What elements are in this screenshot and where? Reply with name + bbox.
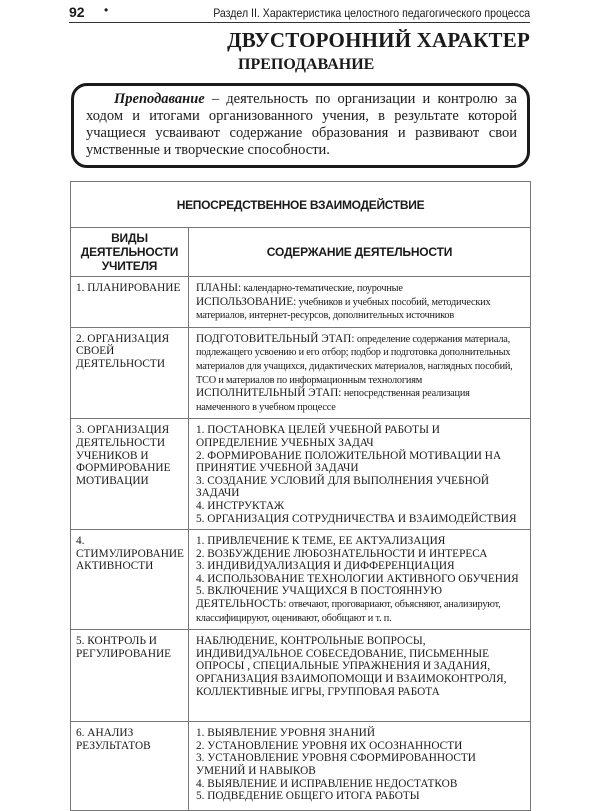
page-number: 92 [69,4,85,20]
activity-cell: 3. ОРГАНИЗАЦИЯ ДЕЯТЕЛЬНОСТИ УЧЕНИКОВ И ФОРМИРОВАНИЕ МОТИВАЦИИ [71,419,189,530]
column-header-activity: ВИДЫ ДЕЯТЕЛЬНОСТИ УЧИТЕЛЯ [71,228,189,277]
content-cell: ПЛАНЫ: календарно-тематические, поурочные ИСПОЛЬЗОВАНИЕ: учебников и учебных пособий, методических материалов, интернет-ресурсов, дополнительных источников [188,277,530,328]
activity-cell: 6. АНАЛИЗ РЕЗУЛЬТАТОВ [71,722,189,811]
table-row [71,327,531,419]
activity-cell: 1. ПЛАНИРОВАНИЕ [71,277,189,328]
table-header-row [71,228,531,277]
sub-title: ПРЕПОДАВАНИЕ [238,56,375,73]
table-row [71,722,531,811]
column-header-content: СОДЕРЖАНИЕ ДЕЯТЕЛЬНОСТИ [188,228,530,277]
definition-term: Преподавание [114,91,205,107]
definition-box [71,83,530,168]
running-head [69,2,530,23]
bullet-separator: • [104,3,109,17]
table-row [71,419,531,530]
content-cell: НАБЛЮДЕНИЕ, КОНТРОЛЬНЫЕ ВОПРОСЫ, ИНДИВИДУАЛЬНОЕ СОБЕСЕДОВАНИЕ, ПИСЬМЕННЫЕ ОПРОСЫ , СПЕЦИАЛЬНЫЕ УПРАЖНЕНИЯ И ЗАДАНИЯ, ОРГАНИЗАЦИЯ ВЗАИМОПОМОЩИ И ВЗАИМОКОНТРОЛЯ, КОЛЛЕКТИВНЫЕ ИГРЫ, ГРУППОВАЯ РАБОТА [188,630,530,722]
activity-cell: 2. ОРГАНИЗАЦИЯ СВОЕЙ ДЕЯТЕЛЬНОСТИ [71,327,189,419]
content-cell: 1. ВЫЯВЛЕНИЕ УРОВНЯ ЗНАНИЙ 2. УСТАНОВЛЕНИЕ УРОВНЯ ИХ ОСОЗНАННОСТИ 3. УСТАНОВЛЕНИЕ УРОВНЯ СФОРМИРОВАННОСТИ УМЕНИЙ И НАВЫКОВ 4. ВЫЯВЛЕНИЕ И ИСПРАВЛЕНИЕ НЕДОСТАТКОВ 5. ПОДВЕДЕНИЕ ОБЩЕГО ИТОГА РАБОТЫ [188,722,530,811]
table-title-row [71,182,531,228]
content-cell: ПОДГОТОВИТЕЛЬНЫЙ ЭТАП: определение содержания материала, подлежащего усвоению и его отбор; подбор и подготовка дополнительных материалов для учащихся, дидактических материалов, наглядных пособий, ТСО и материалов по информационным технологиям ИСПОЛНИТЕЛЬНЫЙ ЭТАП: непосредственная реализация намеченного в учебном процессе [188,327,530,419]
table-row [71,630,531,722]
chapter-title: ДВУСТОРОННИЙ ХАРАКТЕР [227,28,530,52]
table-row [71,530,531,630]
content-cell: 1. ПОСТАНОВКА ЦЕЛЕЙ УЧЕБНОЙ РАБОТЫ И ОПРЕДЕЛЕНИЕ УЧЕБНЫХ ЗАДАЧ 2. ФОРМИРОВАНИЕ ПОЛОЖИТЕЛЬНОЙ МОТИВАЦИИ НА ПРИНЯТИЕ УЧЕБНОЙ ЗАДАЧИ 3. СОЗДАНИЕ УСЛОВИЙ ДЛЯ ВЫПОЛНЕНИЯ УЧЕБНОЙ ЗАДАЧИ 4. ИНСТРУКТАЖ 5. ОРГАНИЗАЦИЯ СОТРУДНИЧЕСТВА И ВЗАИМОДЕЙСТВИЯ [188,419,530,530]
section-title: Раздел II. Характеристика целостного педагогического процесса [213,6,530,20]
content-cell: 1. ПРИВЛЕЧЕНИЕ К ТЕМЕ, ЕЕ АКТУАЛИЗАЦИЯ 2. ВОЗБУЖДЕНИЕ ЛЮБОЗНАТЕЛЬНОСТИ И ИНТЕРЕСА 3. ИНДИВИДУАЛИЗАЦИЯ И ДИФФЕРЕНЦИАЦИЯ 4. ИСПОЛЬЗОВАНИЕ ТЕХНОЛОГИИ АКТИВНОГО ОБУЧЕНИЯ 5. ВКЛЮЧЕНИЕ УЧАЩИХСЯ В ПОСТОЯННУЮ ДЕЯТЕЛЬНОСТЬ: отвечают, проговариают, объясняют, анализируют, классифицируют, оценивают, обобщают и т. п. [188,530,530,630]
activity-cell: 4. СТИМУЛИРОВАНИЕ АКТИВНОСТИ [71,530,189,630]
definition-text: – деятельность по организации и контролю за ходом и итогами организованного учения, в результате которой учащиеся усваивают содержание образования и развивают свои умственные и творческие способности. [86,91,517,158]
activity-table [70,181,531,811]
activity-cell: 5. КОНТРОЛЬ И РЕГУЛИРОВАНИЕ [71,630,189,722]
table-title: НЕПОСРЕДСТВЕННОЕ ВЗАИМОДЕЙСТВИЕ [71,182,531,228]
table-row [71,277,531,328]
